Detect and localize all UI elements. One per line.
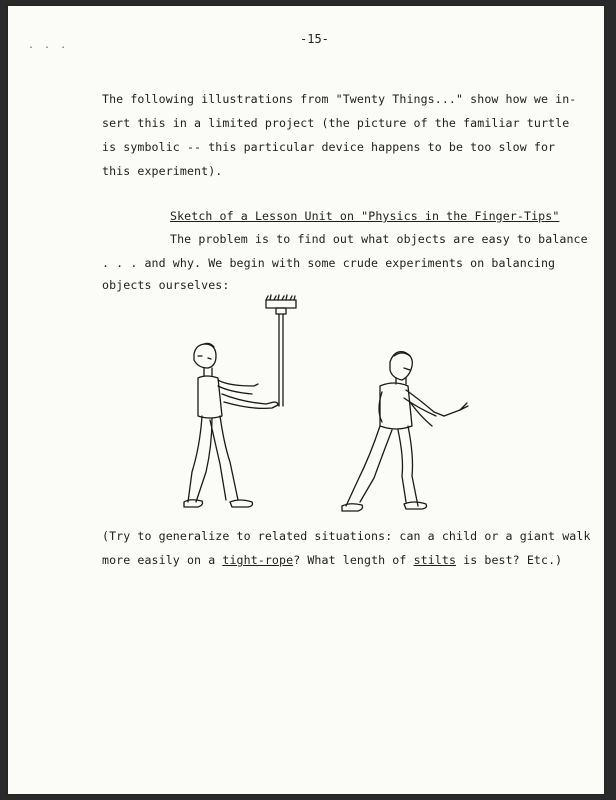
right-man-figure (342, 352, 444, 511)
closing-text-a: more easily on a (102, 553, 223, 567)
closing-text-c: is best? Etc.) (456, 553, 563, 567)
page-number: -15- (300, 32, 329, 46)
closing-line-1: (Try to generalize to related situations: can a child or a giant walk (102, 529, 591, 543)
intro-line-3: is symbolic -- this particular device happens to be too slow for (102, 140, 556, 154)
broom-icon (266, 295, 296, 406)
intro-line-2: sert this in a limited project (the picture of the familiar turtle (102, 116, 570, 130)
balancing-illustration (8, 6, 604, 794)
stilts-term: stilts (413, 553, 457, 567)
lesson-line-2: . . . and why. We begin with some crude experiments on balancing (102, 256, 556, 270)
document-page (8, 6, 604, 794)
lesson-line-1: The problem is to find out what objects are easy to balance (170, 232, 588, 246)
fork-icon (444, 403, 468, 416)
left-man-figure (184, 343, 278, 507)
lesson-line-3: objects ourselves: (102, 278, 230, 292)
lesson-heading: Sketch of a Lesson Unit on "Physics in the Finger-Tips" (170, 209, 560, 223)
intro-line-4: this experiment). (102, 164, 223, 178)
page-specks: . . . (28, 40, 69, 51)
intro-line-1: The following illustrations from "Twenty Things..." show how we in- (102, 92, 577, 106)
closing-line-2 (102, 553, 562, 567)
tight-rope-term: tight-rope (222, 553, 294, 567)
closing-text-b: ? What length of (293, 553, 414, 567)
